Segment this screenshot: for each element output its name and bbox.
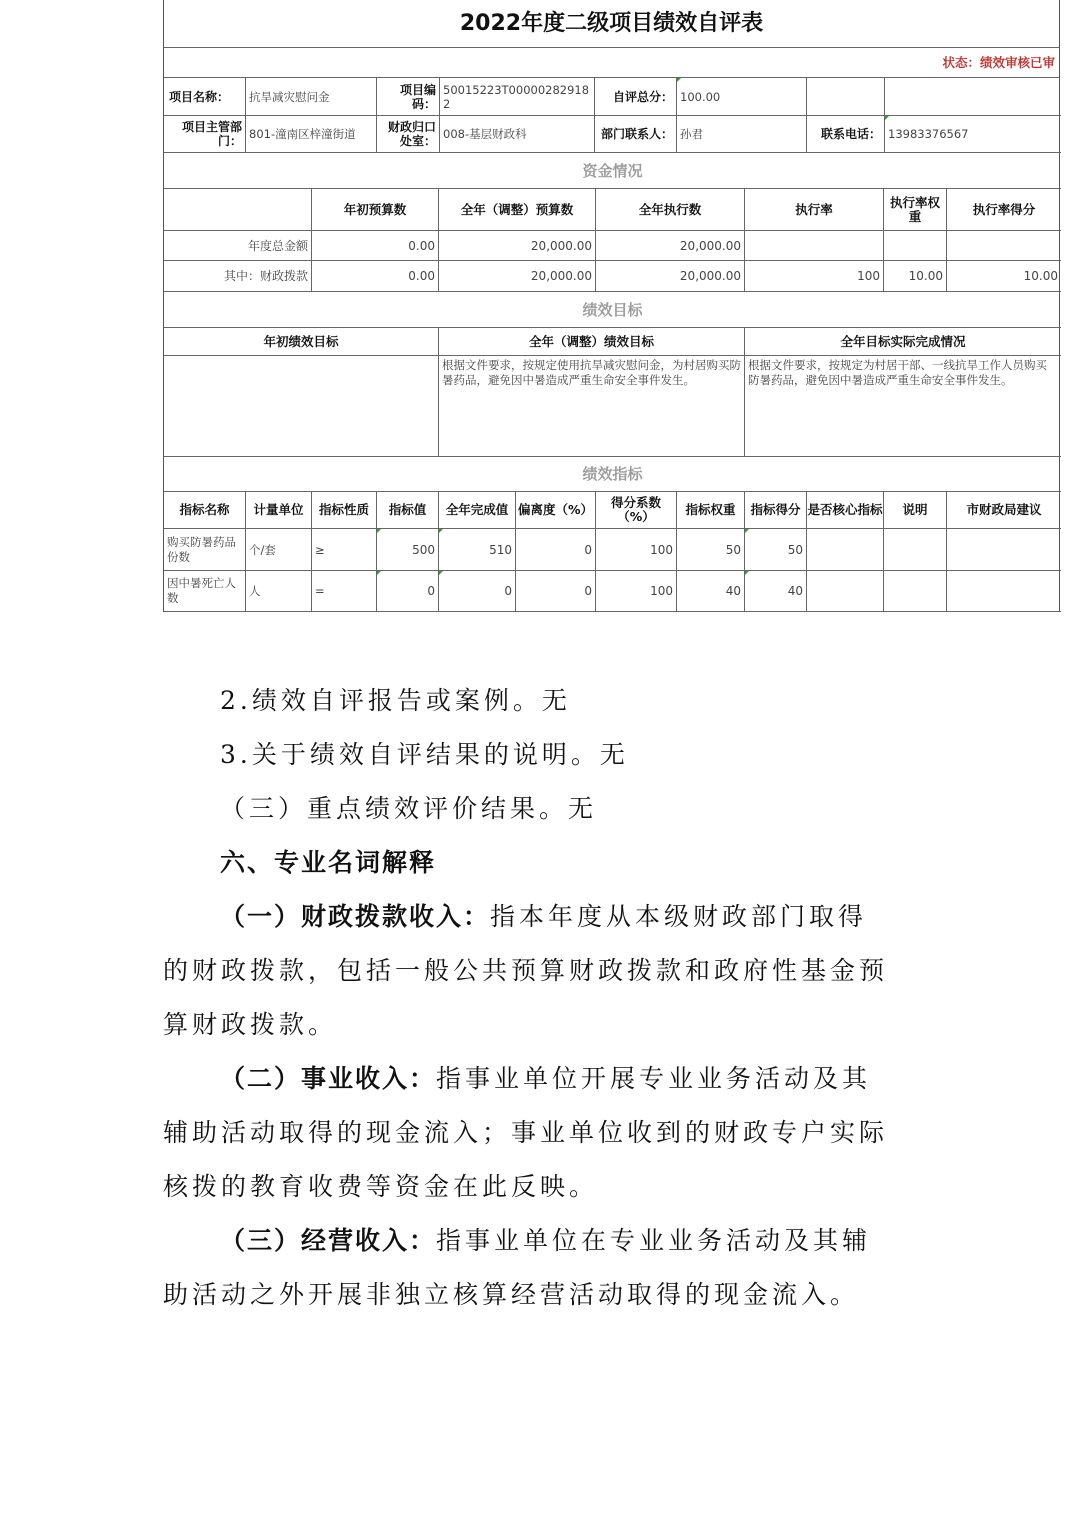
goals-section-title: 绩效目标 xyxy=(164,292,1061,328)
indicators-section-row xyxy=(164,457,1059,492)
paragraph-self-eval-report: 2.绩效自评报告或案例。无 xyxy=(220,686,571,715)
indicator-header: 指标性质 xyxy=(312,492,377,529)
definition-operating-income xyxy=(163,1214,893,1322)
indicator-cell: 0 xyxy=(439,571,516,612)
definition-body: 指事业单位开展专业业务活动及其辅助活动取得的现金流入；事业单位收到的财政专户实际核拨的教育收费等资金在此反映。 xyxy=(163,1064,889,1201)
indicator-cell: 100 xyxy=(596,529,677,571)
paragraph-self-eval-notes: 3.关于绩效自评结果的说明。无 xyxy=(220,740,629,769)
section-heading-glossary: 六、专业名词解释 xyxy=(220,848,437,877)
office-label: 财政归口处室： xyxy=(377,116,440,153)
empty-cell xyxy=(807,78,885,116)
indicator-cell: 50 xyxy=(745,529,807,571)
indicators-header-row xyxy=(164,492,1059,529)
definition-business-income xyxy=(163,1052,893,1214)
funds-section-row xyxy=(164,153,1059,189)
definition-fiscal-appropriation xyxy=(163,890,893,1052)
indicator-header: 指标名称 xyxy=(164,492,246,529)
office-value: 008-基层财政科 xyxy=(440,116,595,153)
funds-cell xyxy=(884,231,947,261)
contact-label: 部门联系人： xyxy=(595,116,677,153)
funds-cell: 0.00 xyxy=(312,231,439,261)
funds-cell: 20,000.00 xyxy=(439,261,596,292)
indicator-header: 全年完成值 xyxy=(439,492,516,529)
table-title: 2022年度二级项目绩效自评表 xyxy=(164,0,1059,48)
funds-header: 全年（调整）预算数 xyxy=(439,189,596,231)
funds-section-title: 资金情况 xyxy=(164,153,1061,189)
info-row-2 xyxy=(164,116,1059,153)
definition-term: （二）事业收入： xyxy=(220,1064,437,1093)
indicators-section-title: 绩效指标 xyxy=(164,457,1061,492)
funds-header: 执行率 xyxy=(745,189,884,231)
indicator-cell: 因中暑死亡人数 xyxy=(164,571,246,612)
indicator-header: 是否核心指标 xyxy=(807,492,884,529)
funds-cell: 20,000.00 xyxy=(596,261,745,292)
indicator-cell xyxy=(807,571,884,612)
project-name-label: 项目名称： xyxy=(164,78,246,116)
indicator-header: 计量单位 xyxy=(246,492,312,529)
indicator-cell: 人 xyxy=(246,571,312,612)
goals-header: 全年目标实际完成情况 xyxy=(745,328,1061,356)
project-name-value: 抗旱减灾慰问金 xyxy=(246,78,377,116)
phone-value: 13983376567 xyxy=(885,116,1061,153)
indicator-cell xyxy=(807,529,884,571)
indicator-cell xyxy=(884,571,947,612)
funds-cell xyxy=(947,231,1061,261)
indicator-cell: 0 xyxy=(516,571,596,612)
empty-cell xyxy=(885,78,1061,116)
indicator-cell: 个/套 xyxy=(246,529,312,571)
dept-label: 项目主管部门： xyxy=(164,116,246,153)
indicator-cell xyxy=(947,529,1061,571)
indicator-header: 指标权重 xyxy=(677,492,745,529)
indicator-cell: 40 xyxy=(745,571,807,612)
empty-cell xyxy=(164,189,312,231)
funds-row xyxy=(164,261,1059,292)
definition-term: （三）经营收入： xyxy=(220,1226,437,1255)
indicator-cell: = xyxy=(312,571,377,612)
performance-self-evaluation-table xyxy=(163,0,1060,612)
indicator-header: 指标得分 xyxy=(745,492,807,529)
goals-header-row xyxy=(164,328,1059,356)
score-value: 100.00 xyxy=(677,78,807,116)
contact-value: 孙君 xyxy=(677,116,807,153)
indicator-cell: 40 xyxy=(677,571,745,612)
goals-header: 全年（调整）绩效目标 xyxy=(439,328,745,356)
indicator-row xyxy=(164,529,1059,571)
project-code-label: 项目编码： xyxy=(377,78,440,116)
funds-cell: 20,000.00 xyxy=(439,231,596,261)
definition-body: 指本年度从本级财政部门取得的财政拨款，包括一般公共预算财政拨款和政府性基金预算财政拨款。 xyxy=(163,902,889,1039)
funds-header-row xyxy=(164,189,1059,231)
indicator-header: 指标值 xyxy=(377,492,439,529)
funds-row-label: 其中：财政拨款 xyxy=(164,261,312,292)
paragraph-key-eval-result: （三）重点绩效评价结果。无 xyxy=(220,794,598,823)
funds-header: 执行率权重 xyxy=(884,189,947,231)
adjusted-goal-text: 根据文件要求，按规定使用抗旱减灾慰问金，为村居购买防暑药品，避免因中暑造成严重生命安全事件发生。 xyxy=(439,356,745,457)
indicator-header: 得分系数（%） xyxy=(596,492,677,529)
score-label: 自评总分： xyxy=(595,78,677,116)
phone-label: 联系电话： xyxy=(807,116,885,153)
goals-content-row xyxy=(164,356,1059,457)
funds-cell: 10.00 xyxy=(947,261,1061,292)
definition-term: （一）财政拨款收入： xyxy=(220,902,491,931)
goals-section-row xyxy=(164,292,1059,328)
funds-header: 年初预算数 xyxy=(312,189,439,231)
indicator-header: 说明 xyxy=(884,492,947,529)
indicator-cell: 购买防暑药品份数 xyxy=(164,529,246,571)
initial-goal-text xyxy=(164,356,439,457)
funds-cell: 20,000.00 xyxy=(596,231,745,261)
funds-cell: 100 xyxy=(745,261,884,292)
status-label: 状态：绩效审核已审 xyxy=(164,48,1059,78)
indicator-cell: 0 xyxy=(516,529,596,571)
indicator-cell: 510 xyxy=(439,529,516,571)
funds-header: 执行率得分 xyxy=(947,189,1061,231)
funds-cell: 10.00 xyxy=(884,261,947,292)
dept-value: 801-潼南区梓潼街道 xyxy=(246,116,377,153)
funds-header: 全年执行数 xyxy=(596,189,745,231)
project-code-value: 50015223T00000282918 2 xyxy=(440,78,595,116)
indicator-cell: ≥ xyxy=(312,529,377,571)
funds-row-label: 年度总金额 xyxy=(164,231,312,261)
indicator-cell xyxy=(884,529,947,571)
table-title-row xyxy=(164,0,1059,48)
indicator-header: 市财政局建议 xyxy=(947,492,1061,529)
goals-header: 年初绩效目标 xyxy=(164,328,439,356)
indicator-header: 偏离度（%） xyxy=(516,492,596,529)
definition-body: 指事业单位在专业业务活动及其辅助活动之外开展非独立核算经营活动取得的现金流入。 xyxy=(163,1226,872,1309)
indicator-row xyxy=(164,571,1059,612)
actual-goal-text: 根据文件要求，按规定为村居干部、一线抗旱工作人员购买防暑药品，避免因中暑造成严重生命安全事件发生。 xyxy=(745,356,1061,457)
indicator-cell: 100 xyxy=(596,571,677,612)
indicator-cell: 50 xyxy=(677,529,745,571)
indicator-cell xyxy=(947,571,1061,612)
indicator-cell: 500 xyxy=(377,529,439,571)
info-row-1 xyxy=(164,78,1059,116)
funds-cell: 0.00 xyxy=(312,261,439,292)
funds-row xyxy=(164,231,1059,261)
indicator-cell: 0 xyxy=(377,571,439,612)
status-row xyxy=(164,48,1059,78)
funds-cell xyxy=(745,231,884,261)
